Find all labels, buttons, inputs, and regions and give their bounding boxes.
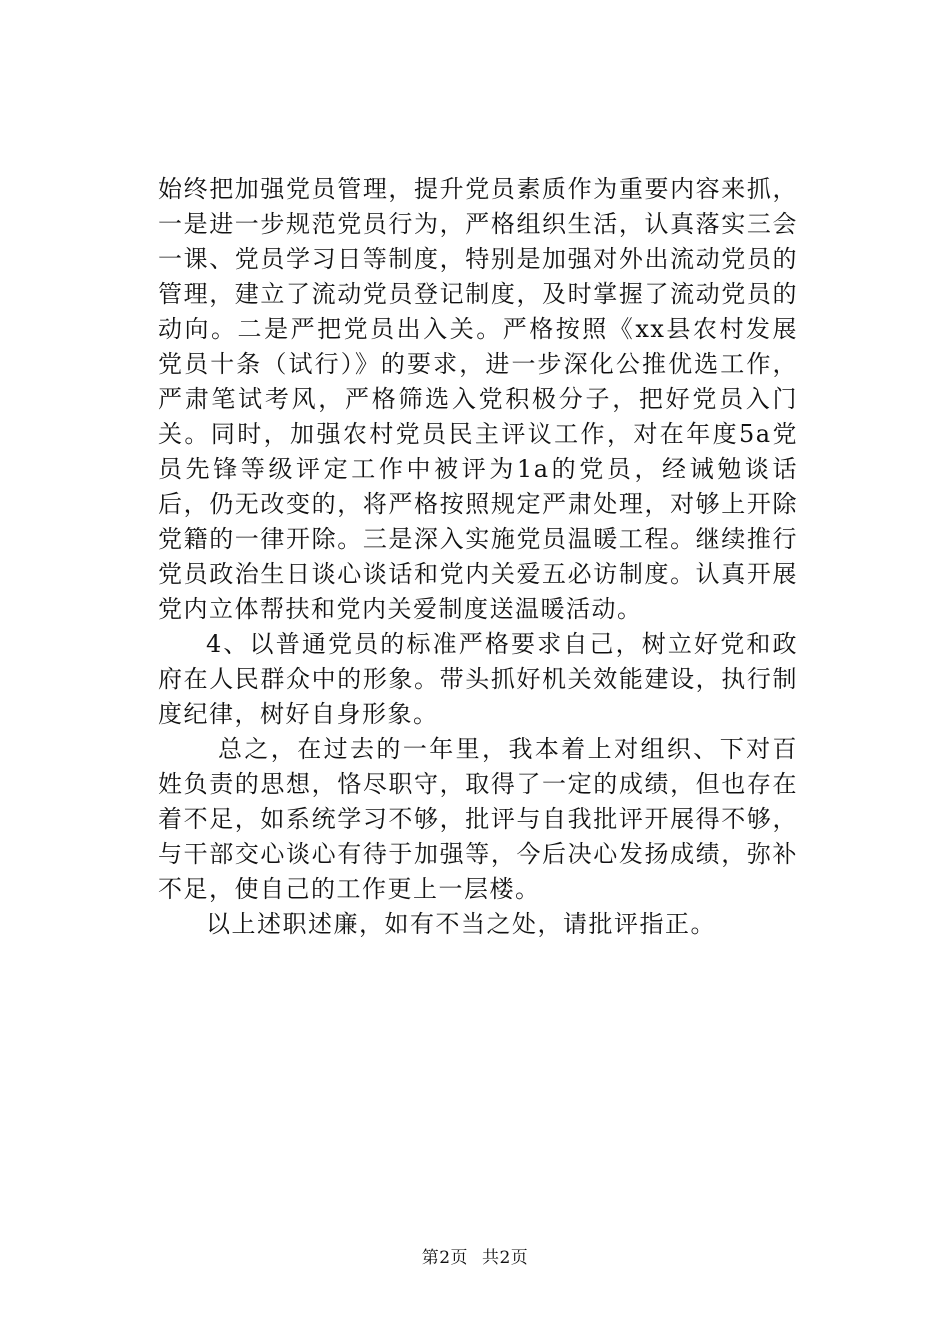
paragraph-closing: 以上述职述廉，如有不当之处，请批评指正。 [206,910,716,938]
document-body [158,172,798,942]
page-total: 共2页 [481,1248,529,1268]
paragraph-summary: 总之，在过去的一年里，我本着上对组织、下对百姓负责的思想，恪尽职守，取得了一定的成绩，但也存在着不足，如系统学习不够，批评与自我批评开展得不够，与干部交心谈心有待于加强等，今后决心发扬成绩，弥补不足，使自己的工作更上一层楼。 [158,735,798,903]
page-footer [0,1243,950,1268]
paragraph-party-member-management: 始终把加强党员管理，提升党员素质作为重要内容来抓，一是进一步规范党员行为，严格组织生活，认真落实三会一课、党员学习日等制度，特别是加强对外出流动党员的管理，建立了流动党员登记制度，及时掌握了流动党员的动向。二是严把党员出入关。严格按照《xx县农村发展党员十条（试行）》的要求，进一步深化公推优选工作，严肃笔试考风，严格筛选入党积极分子，把好党员入门关。同时，加强农村党员民主评议工作，对在年度5a党员先锋等级评定工作中被评为1a的党员，经诫勉谈话后，仍无改变的，将严格按照规定严肃处理，对够上开除党籍的一律开除。三是深入实施党员温暖工程。继续推行党员政治生日谈心谈话和党内关爱五必访制度。认真开展党内立体帮扶和党内关爱制度送温暖活动。 [158,175,798,623]
page-number: 第2页 [421,1248,469,1268]
paragraph-item-4: 4、以普通党员的标准严格要求自己，树立好党和政府在人民群众中的形象。带头抓好机关效能建设，执行制度纪律，树好自身形象。 [158,630,798,728]
